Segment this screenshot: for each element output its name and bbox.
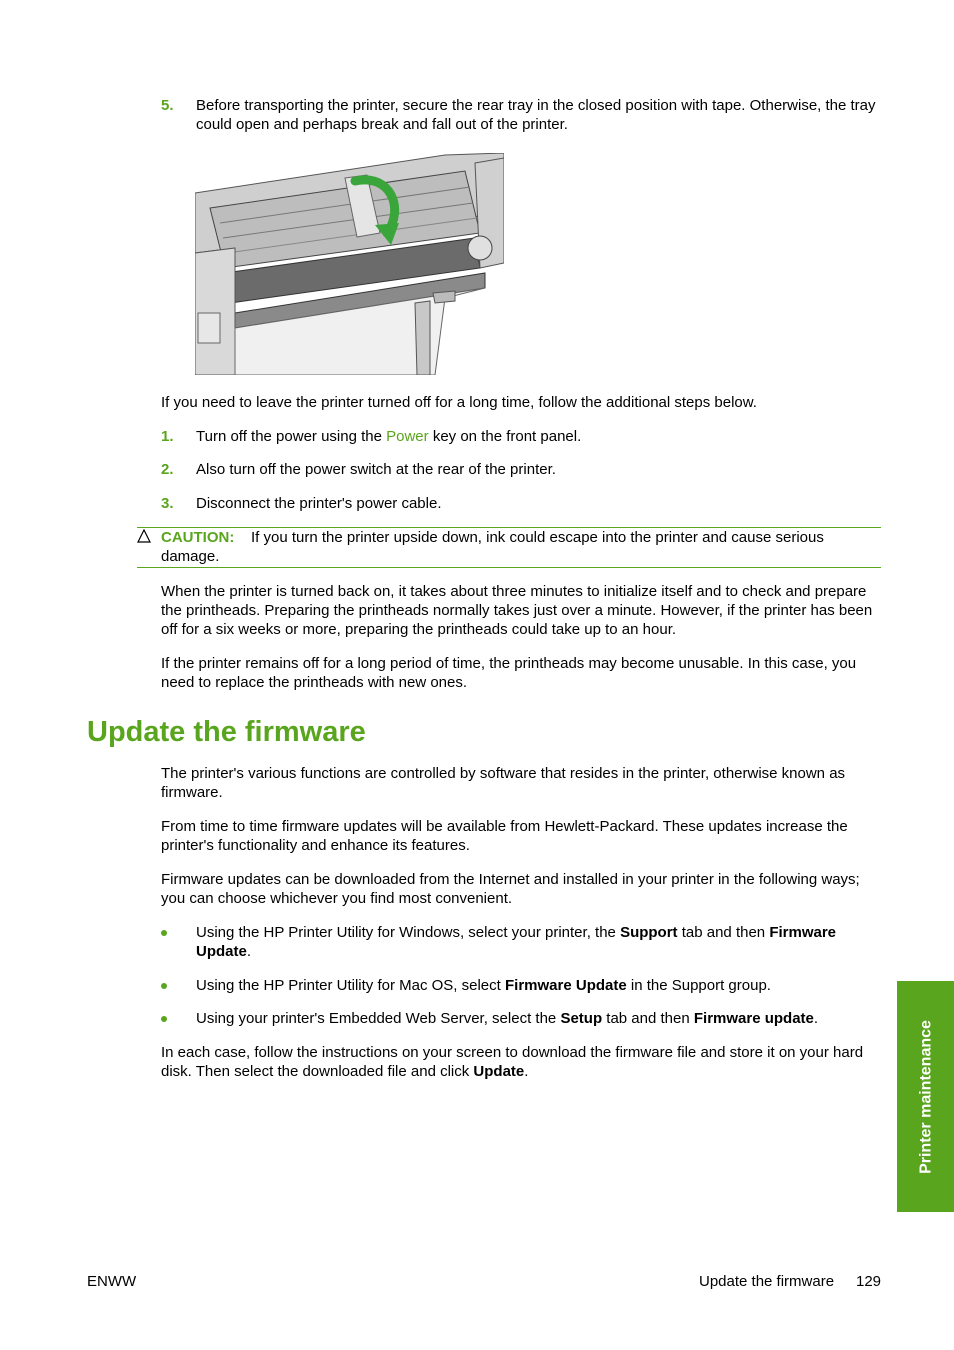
footer-left: ENWW [87,1273,137,1290]
page-number: 129 [856,1273,882,1290]
step-text: Turn off the power using the Power key on the front panel. [196,428,582,445]
chapter-side-tab[interactable] [897,981,954,1212]
side-tab-label: Printer maintenance [917,1019,934,1174]
bullet-icon [161,930,167,936]
firmware-paragraph-2: From time to time firmware updates will be available from Hewlett-Packard. These updates increase the printer's functionality and enhance its features. [161,818,848,854]
firmware-paragraph-3: Firmware updates can be downloaded from the Internet and installed in your printer in the following ways; you can choose whichever you find most convenient. [161,871,860,907]
final-paragraph: In each case, follow the instructions on your screen to download the firmware file and store it on your hard disk. Then select the downloaded file and click Update. [161,1044,864,1080]
caution-text-block [161,528,883,566]
printer-rear-tray-illustration [195,153,504,375]
restart-paragraph: When the printer is turned back on, it takes about three minutes to initialize itself and to check and prepare the printheads. Preparing the printheads normally takes just over a minute. However, if the printer has been off for a six weeks or more, preparing the printheads could take up to an hour. [161,583,873,638]
power-key-link[interactable]: Power [386,428,429,445]
section-title: Update the firmware [87,716,366,748]
step-number: 5. [161,97,174,114]
step-text: Disconnect the printer's power cable. [196,495,442,512]
step-number: 2. [161,461,174,478]
caution-label: CAUTION: [161,529,235,546]
step-text: Before transporting the printer, secure the rear tray in the closed position with tape. Otherwise, the tray could open and perhaps break and fall out of the printer. [196,97,876,133]
intro-paragraph: If you need to leave the printer turned off for a long time, follow the additional steps below. [161,394,757,411]
bullet-icon [161,1016,167,1022]
step-text: Also turn off the power switch at the rear of the printer. [196,461,556,478]
firmware-paragraph-1: The printer's various functions are controlled by software that resides in the printer, otherwise known as firmware. [161,765,846,801]
step-number: 1. [161,428,174,445]
bullet-icon [161,983,167,989]
unusable-paragraph: If the printer remains off for a long period of time, the printheads may become unusable. In this case, you need to replace the printheads with new ones. [161,655,857,691]
footer-title: Update the firmware [699,1273,835,1290]
step-number: 3. [161,495,174,512]
caution-text: If you turn the printer upside down, ink could escape into the printer and cause serious damage. [161,529,824,565]
